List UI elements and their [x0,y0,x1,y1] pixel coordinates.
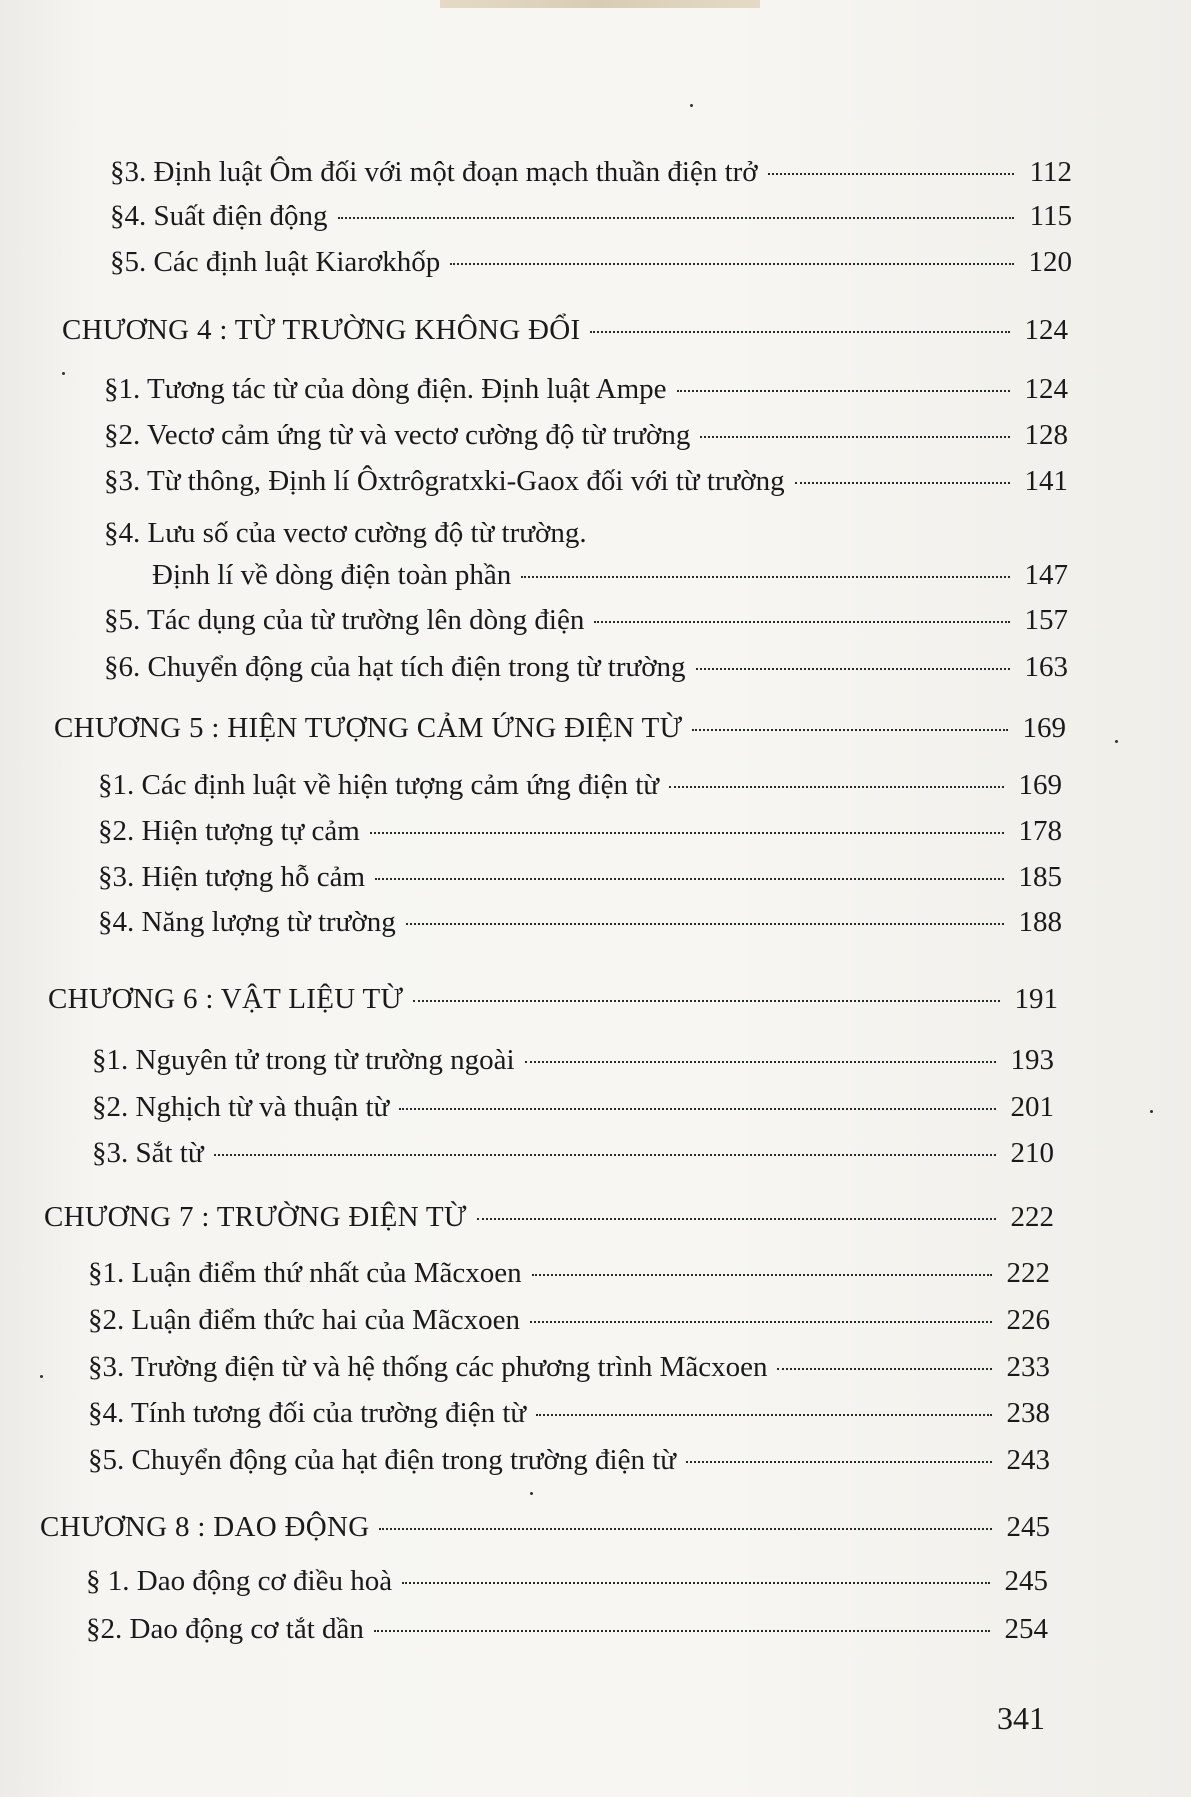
dot-leader [700,436,1010,438]
dot-leader [402,1582,990,1584]
toc-row [86,1612,1048,1646]
toc-row-page: 245 [1006,1511,1050,1543]
toc-row-title: §3. Định luật Ôm đối với một đoạn mạch thuần điện trở [110,156,758,188]
toc-row-title: CHƯƠNG 7 : TRƯỜNG ĐIỆN TỪ [44,1201,467,1233]
toc-row-page: 147 [1024,559,1068,591]
toc-row-title: §1. Nguyên tử trong từ trường ngoài [92,1044,515,1076]
dot-leader [338,217,1015,219]
toc-row-page: 169 [1022,712,1066,744]
toc-row-title: CHƯƠNG 5 : HIỆN TƯỢNG CẢM ỨNG ĐIỆN TỪ [54,712,683,744]
toc-row-page: 128 [1024,419,1068,451]
dot-leader [406,923,1004,925]
dot-leader [669,786,1004,788]
toc-row-title: CHƯƠNG 4 : TỪ TRƯỜNG KHÔNG ĐỔI [62,314,581,346]
dot-leader [532,1274,992,1276]
toc-row [98,814,1062,848]
toc-row-page: 188 [1018,906,1062,938]
dot-leader [590,331,1010,333]
toc-row [110,245,1072,279]
dot-leader [477,1218,996,1220]
toc-row [88,1350,1050,1384]
toc-row [104,418,1068,452]
toc-row-page: 226 [1006,1304,1050,1336]
toc-row-page: 141 [1024,465,1068,497]
dot-leader [521,576,1010,578]
dot-leader [525,1061,996,1063]
toc-row-title: §1. Luận điểm thứ nhất của Mãcxoen [88,1257,522,1289]
toc-row-title: §5. Tác dụng của từ trường lên dòng điện [104,604,585,636]
dot-leader [379,1528,992,1530]
toc-row-page: 222 [1010,1201,1054,1233]
toc-row-page: 120 [1028,246,1072,278]
toc-row-title: §3. Sắt từ [92,1137,204,1169]
dot-leader [370,832,1004,834]
chapter-heading [44,1200,1054,1234]
toc-row-title: §4. Tính tương đối của trường điện từ [88,1397,527,1429]
toc-row [92,1136,1054,1170]
toc-row [104,372,1068,406]
toc-row [110,199,1072,233]
toc-row [110,155,1072,189]
dot-leader [399,1108,996,1110]
toc-row [88,1396,1050,1430]
toc-row-page: 185 [1018,861,1062,893]
dot-leader [677,390,1011,392]
toc-row-page: 157 [1024,604,1068,636]
dot-leader [686,1461,992,1463]
toc-row-title: §2. Hiện tượng tự cảm [98,815,360,847]
toc-row-page: 201 [1010,1091,1054,1123]
toc-row-page: 178 [1018,815,1062,847]
toc-row-title: §1. Các định luật về hiện tượng cảm ứng điện từ [98,769,660,801]
dot-leader [536,1414,992,1416]
dot-leader [768,173,1014,175]
dot-leader [530,1321,992,1323]
toc-row-title: §5. Các định luật Kiarơkhốp [110,246,441,278]
toc-row-page: 191 [1014,983,1058,1015]
toc-row-title: §4. Suất điện động [110,200,328,232]
page-number: 341 [997,1700,1045,1736]
toc-row-title: §3. Hiện tượng hỗ cảm [98,861,366,893]
toc-row-title: §1. Tương tác từ của dòng điện. Định luật Ampe [104,373,667,405]
toc-row-title: §2. Nghịch từ và thuận từ [92,1091,390,1123]
toc-row-page: 245 [1004,1565,1048,1597]
dot-leader [696,668,1010,670]
dot-leader [777,1368,992,1370]
dot-leader [692,729,1008,731]
dot-leader [375,878,1004,880]
dot-leader [594,621,1010,623]
toc-row-page: 210 [1010,1137,1054,1169]
toc-row [98,905,1062,939]
toc-row-page: 254 [1004,1613,1048,1645]
toc-row-page: 233 [1006,1351,1050,1383]
chapter-heading [62,313,1068,347]
toc-row [152,558,1068,592]
toc-row [104,603,1068,637]
chapter-heading [40,1510,1050,1544]
toc-row [104,464,1068,498]
toc-row [104,650,1068,684]
toc-row [98,768,1062,802]
toc-row-page: 169 [1018,769,1062,801]
toc-row [88,1256,1050,1290]
toc-row [98,860,1062,894]
dot-leader [450,263,1014,265]
dot-leader [374,1630,990,1632]
dot-leader [795,482,1010,484]
toc-row-page: 124 [1024,373,1068,405]
chapter-heading [48,982,1058,1016]
toc-row-title: CHƯƠNG 8 : DAO ĐỘNG [40,1511,370,1543]
toc-row-page: 112 [1029,156,1072,188]
toc-row-page: 222 [1006,1257,1050,1289]
toc-row [92,1043,1054,1077]
dot-leader [413,1000,1000,1002]
toc-row-page: 238 [1006,1397,1050,1429]
toc-row [88,1303,1050,1337]
chapter-heading [54,711,1066,745]
toc-row-page: 163 [1024,651,1068,683]
toc-row [104,516,1068,550]
toc-row-title: CHƯƠNG 6 : VẬT LIỆU TỪ [48,983,404,1015]
toc-row-title: §6. Chuyển động của hạt tích điện trong từ trường [104,651,686,683]
toc-row-page: 115 [1029,200,1072,232]
toc-row-title: § 1. Dao động cơ điều hoà [86,1565,393,1597]
toc-row-title: §3. Trường điện từ và hệ thống các phương trình Mãcxoen [88,1351,768,1383]
toc-row-title: Định lí về dòng điện toàn phần [152,559,512,591]
toc-row-title: §5. Chuyển động của hạt điện trong trường điện từ [88,1444,677,1476]
toc-row [92,1090,1054,1124]
toc-row-title: §4. Lưu số của vectơ cường độ từ trường. [104,517,587,549]
toc-row-title: §2. Luận điểm thức hai của Mãcxoen [88,1304,521,1336]
toc-row-page: 124 [1024,314,1068,346]
toc-row [86,1564,1048,1598]
toc-row-title: §3. Từ thông, Định lí Ôxtrôgratxki-Gaox đối với từ trường [104,465,785,497]
toc-row-page: 243 [1006,1444,1050,1476]
toc-row [88,1443,1050,1477]
toc-row-title: §2. Dao động cơ tắt dần [86,1613,364,1645]
toc-row-page: 193 [1010,1044,1054,1076]
toc-row-title: §2. Vectơ cảm ứng từ và vectơ cường độ từ trường [104,419,691,451]
toc-row-title: §4. Năng lượng từ trường [98,906,396,938]
dot-leader [214,1154,996,1156]
